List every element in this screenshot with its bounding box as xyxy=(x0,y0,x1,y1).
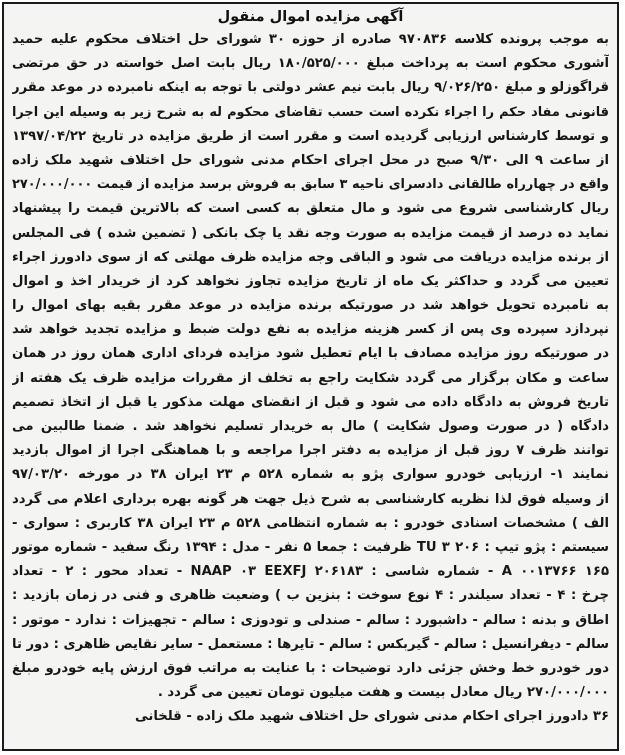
notice-line: ریال کارشناسی شروع می شود و مال متعلق به کسی است که بالاترین قیمت را پیشنهاد xyxy=(12,201,609,217)
notice-line: به موجب پرونده کلاسه ۹۷۰۸۳۶ صادره از حوزه ۳۰ شورای حل اختلاف محکوم علیه حمید xyxy=(12,32,609,47)
notice-line: از وسیله فوق لذا نظریه کارشناسی به شرح ذیل جهت هر گونه بهره برداری اعلام می گردد xyxy=(12,491,609,507)
notice-line: سیستم : پژو تیپ : TU ۳ ۲۰۶ ظرفیت : جمعا ۵ نفر - مدل : ۱۳۹۴ رنگ سفید - شماره موتور xyxy=(12,539,609,555)
notice-line: دور خودرو خط وخش جزئی دارد توضیحات : با عنایت به مراتب فوق ارزش پایه خودرو مبلغ xyxy=(12,660,609,676)
notice-body xyxy=(12,28,609,705)
notice-line: چرخ : ۴ - تعداد سیلندر : ۴ نوع سوخت : بنزین ب ) وضعیت ظاهری و فنی در زمان بازدید : xyxy=(12,588,609,604)
notice-line: قانونی مفاد حکم را اجراء نکرده است حسب تقاضای محکوم له به شرح زیر به وسیله این اجرا xyxy=(12,104,609,120)
notice-line: در صورتیکه روز مزایده مصادف با ایام تعطیل شود مزایده فردای اداری همان روز در همان xyxy=(12,346,609,362)
notice-line: به نامبرده تحویل خواهد شد در صورتیکه برنده مزایده در موعد مقرر بقیه بهای اموال را xyxy=(12,298,609,314)
notice-line: اطاق و بدنه : سالم - داشبورد : سالم - صندلی و تودوزی : سالم - تجهیزات : ندارد - موتور : xyxy=(12,612,609,628)
notice-line: الف ) مشخصات اسنادی خودرو : به شماره انتظامی ۵۲۸ م ۲۳ ایران ۳۸ کاربری : سواری - xyxy=(12,515,609,531)
notice-line: نمایند ۱- ارزیابی خودرو سواری پژو به شماره ۵۲۸ م ۲۳ ایران ۳۸ در مورخه ۹۷/۰۳/۲۰ xyxy=(12,467,609,483)
notice-title: آگهی مزایده اموال منقول xyxy=(217,9,404,25)
notice-line: سالم - دیفرانسیل : سالم - گیربکس : سالم - تایرها : مستعمل - سایر نقایص ظاهری : دور تا xyxy=(12,636,609,652)
notice-line: تعیین می گردد و حداکثر یک ماه از تاریخ مزایده تجاوز نخواهد کرد از خریدار اخذ و اموال xyxy=(12,273,609,289)
notice-line: از برنده مزایده دریافت می شود و الباقی وجه مزایده ظرف مهلتی که از سوی دادورز اجراء xyxy=(12,249,609,265)
notice-footer-signature: ۳۶ دادورز اجرای احکام مدنی شورای حل اختلاف شهید ملک زاده - قلخانی xyxy=(135,709,609,725)
notice-line: قراگوزلو و مبلغ ۹/۰۲۶/۲۵۰ ریال بابت نیم عشر دولتی با توجه به اینکه نامبرده در موعد مقرر xyxy=(12,80,609,96)
notice-line: ساعت و مکان برگزار می گردد شکایت راجع به تخلف از مقررات مزایده ظرف یک هفته از xyxy=(12,370,609,386)
auction-notice xyxy=(2,2,619,751)
notice-line: نپردازد سپرده وی پس از کسر هزینه مزایده به نفع دولت ضبط و مزایده تجدید خواهد شد xyxy=(12,322,609,338)
notice-line: ۲۷۰/۰۰۰/۰۰۰ ریال معادل بیست و هفت میلیون تومان تعیین می گردد . xyxy=(157,685,609,701)
notice-line: و توسط کارشناس ارزیابی گردیده است و مقرر است از طریق مزایده در تاریخ ۱۳۹۷/۰۴/۲۲ xyxy=(12,128,609,144)
notice-line: دادگاه ( در صورت وصول شکایت ) مال به خریدار تسلیم نخواهد شد . ضمنا طالبین می xyxy=(12,419,609,434)
notice-line: تاریخ فروش به دادگاه داده می شود و قبل از انقضای مهلت مذکور یا قبل از اتخاذ تصمیم xyxy=(12,394,609,410)
notice-line: توانند ظرف ۷ روز قبل از مزایده به دفتر اجرا مراجعه و با هماهنگی اجرا از اموال بازدید xyxy=(12,443,609,459)
notice-line: واقع در چهارراه طالقانی دادسرای ناحیه ۳ سابق به فروش برسد مزایده از قیمت ۲۷۰/۰۰۰/۰۰۰ xyxy=(12,177,609,193)
notice-line: از ساعت ۹ الی ۹/۳۰ صبح در محل اجرای احکام مدنی شورای حل اختلاف شهید ملک زاده xyxy=(12,152,609,168)
notice-line: ۱۶۵ A ۰۰۱۳۷۶۶ - شماره شاسی : NAAP ۰۳ EEXFJ ۲۰۶۱۸۳ - تعداد محور : ۲ - تعداد xyxy=(12,564,609,580)
notice-line: آشوری محکوم است به پرداخت مبلغ ۱۸۰/۵۲۵/۰۰۰ ریال بابت اصل خواسته در حق مرتضی xyxy=(12,56,609,72)
notice-line: نماید ده درصد از قیمت مزایده به صورت وجه نقد یا چک بانکی ( تضمین شده ) فی المجلس xyxy=(12,225,609,241)
